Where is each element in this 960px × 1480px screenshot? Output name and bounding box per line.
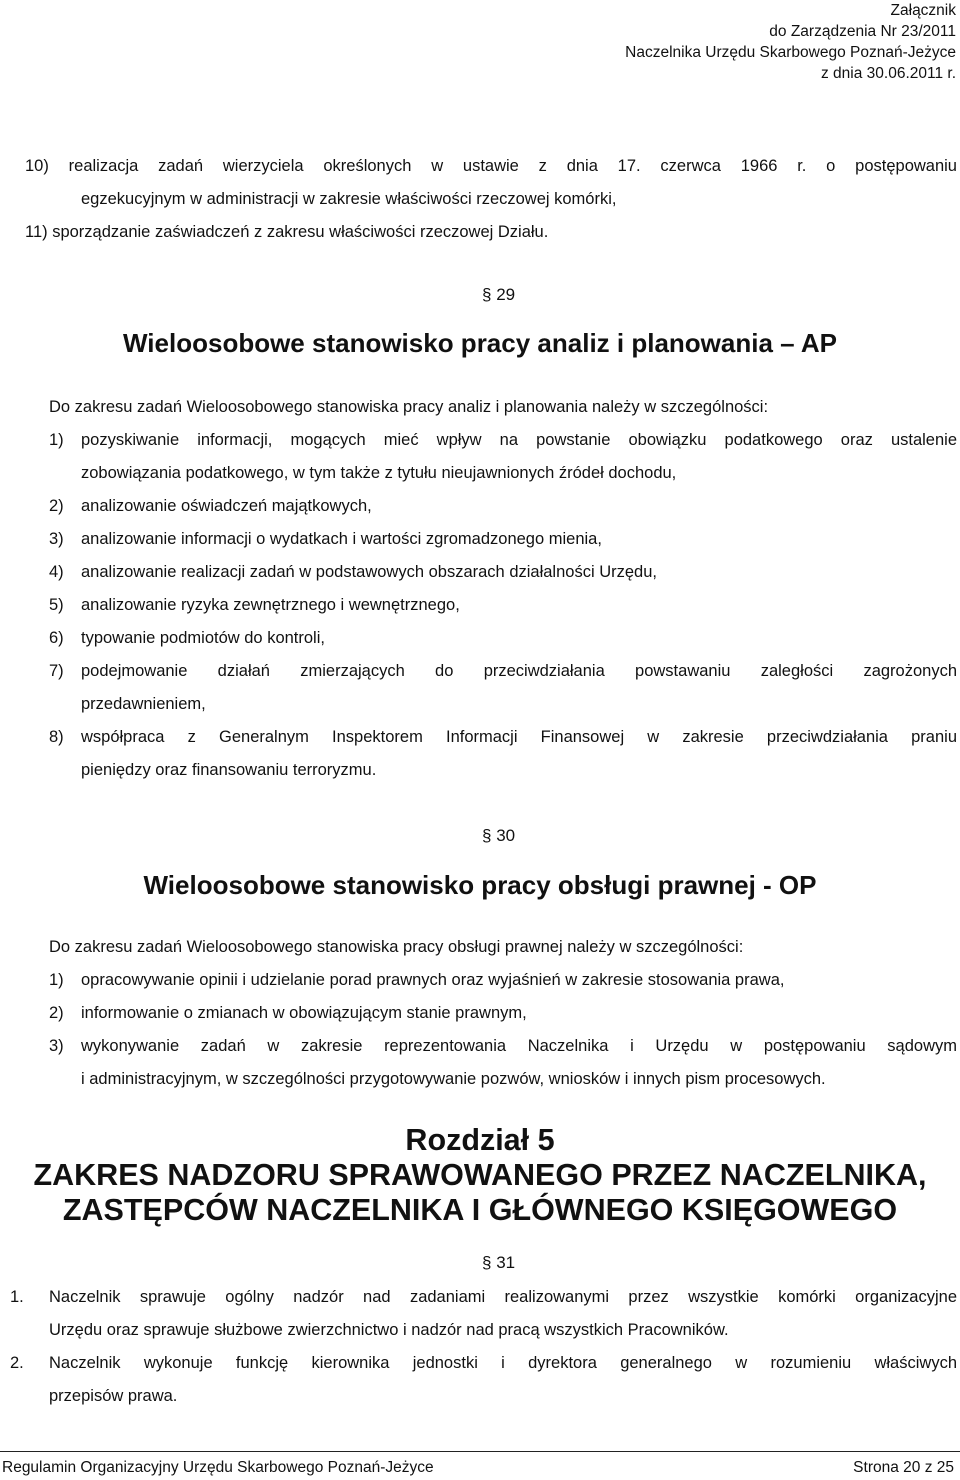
chapter-title: Rozdział 5 [405, 1123, 555, 1157]
list-item-text: Naczelnik sprawuje ogólny nadzór nad zadaniami realizowanymi przez wszystkie komórki organizacyjne [49, 1288, 957, 1306]
section-number: 30 [496, 826, 516, 845]
list-item-text-cont: i administracyjnym, w szczególności przygotowywanie pozwów, wniosków i innych pism procesowych. [81, 1070, 826, 1088]
paragraph-sign: § [482, 1253, 492, 1272]
chapter-subtitle-line-1: ZAKRES NADZORU SPRAWOWANEGO PRZEZ NACZELNIKA, [33, 1158, 927, 1192]
header-line-4: z dnia 30.06.2011 r. [820, 65, 956, 82]
list-item-number: 7) [49, 662, 64, 680]
list-item-text: analizowanie oświadczeń majątkowych, [81, 497, 372, 515]
intro-item-11: 11) sporządzanie zaświadczeń z zakresu właściwości rzeczowej Działu. [25, 223, 549, 241]
section-30-lead: Do zakresu zadań Wieloosobowego stanowiska pracy obsługi prawnej należy w szczególności: [49, 938, 744, 956]
list-item-text: analizowanie realizacji zadań w podstawowych obszarach działalności Urzędu, [81, 563, 657, 581]
footer-rule [0, 1451, 960, 1452]
list-item-text: typowanie podmiotów do kontroli, [81, 629, 325, 647]
header-line-3: Naczelnika Urzędu Skarbowego Poznań-Jeżyce [625, 44, 956, 61]
list-item-number: 8) [49, 728, 64, 746]
list-item-number: 2. [10, 1354, 24, 1372]
list-item-text-cont: przedawnieniem, [81, 695, 206, 713]
section-30-title: Wieloosobowe stanowisko pracy obsługi prawnej - OP [143, 870, 817, 900]
list-item-number: 1) [49, 971, 64, 989]
list-item-text: analizowanie informacji o wydatkach i wartości zgromadzonego mienia, [81, 530, 602, 548]
list-item-number: 4) [49, 563, 64, 581]
list-item-number: 3) [49, 530, 64, 548]
list-item-text: opracowywanie opinii i udzielanie porad prawnych oraz wyjaśnień w zakresie stosowania prawa, [81, 971, 785, 989]
section-29-title: Wieloosobowe stanowisko pracy analiz i planowania – AP [123, 328, 837, 358]
list-item-text-cont: pieniędzy oraz finansowaniu terroryzmu. [81, 761, 377, 779]
section-29-lead: Do zakresu zadań Wieloosobowego stanowiska pracy analiz i planowania należy w szczególności: [49, 398, 769, 416]
list-item-text: współpraca z Generalnym Inspektorem Informacji Finansowej w zakresie przeciwdziałania praniu [81, 728, 957, 746]
list-item-text: Naczelnik wykonuje funkcję kierownika jednostki i dyrektora generalnego w rozumieniu właściwych [49, 1354, 957, 1372]
intro-item-10-line-1: 10) realizacja zadań wierzyciela określonych w ustawie z dnia 17. czerwca 1966 r. o postępowaniu [25, 157, 957, 175]
section-29-number [482, 284, 515, 306]
section-31-number [482, 1252, 515, 1274]
list-item-number: 1) [49, 431, 64, 449]
list-item-number: 5) [49, 596, 64, 614]
list-item-number: 3) [49, 1037, 64, 1055]
list-item-text: analizowanie ryzyka zewnętrznego i wewnętrznego, [81, 596, 460, 614]
section-number: 29 [496, 285, 516, 304]
list-item-text-cont: Urzędu oraz sprawuje służbowe zwierzchnictwo i nadzór nad pracą wszystkich Pracowników. [49, 1321, 729, 1339]
list-item-number: 1. [10, 1288, 24, 1306]
header-line-1: Załącznik [890, 2, 956, 19]
list-item-number: 6) [49, 629, 64, 647]
intro-item-10-line-2: egzekucyjnym w administracji w zakresie właściwości rzeczowej komórki, [81, 190, 617, 208]
list-item-text-cont: zobowiązania podatkowego, w tym także z tytułu nieujawnionych źródeł dochodu, [81, 464, 677, 482]
list-item-text: pozyskiwanie informacji, mogących mieć wpływ na powstanie obowiązku podatkowego oraz ustalenie [81, 431, 957, 449]
paragraph-sign: § [482, 285, 492, 304]
list-item-text: podejmowanie działań zmierzających do przeciwdziałania powstawaniu zaległości zagrożonych [81, 662, 957, 680]
chapter-subtitle-line-2: ZASTĘPCÓW NACZELNIKA I GŁÓWNEGO KSIĘGOWEGO [62, 1193, 898, 1227]
section-30-number [482, 825, 515, 847]
list-item-number: 2) [49, 1004, 64, 1022]
footer-page-number: Strona 20 z 25 [853, 1459, 954, 1476]
paragraph-sign: § [482, 826, 492, 845]
footer-document-title: Regulamin Organizacyjny Urzędu Skarbowego Poznań-Jeżyce [2, 1459, 434, 1476]
section-number: 31 [496, 1253, 516, 1272]
list-item-number: 2) [49, 497, 64, 515]
list-item-text: wykonywanie zadań w zakresie reprezentowania Naczelnika i Urzędu w postępowaniu sądowym [81, 1037, 957, 1055]
list-item-text-cont: przepisów prawa. [49, 1387, 178, 1405]
list-item-text: informowanie o zmianach w obowiązującym stanie prawnym, [81, 1004, 527, 1022]
header-line-2: do Zarządzenia Nr 23/2011 [769, 23, 956, 40]
